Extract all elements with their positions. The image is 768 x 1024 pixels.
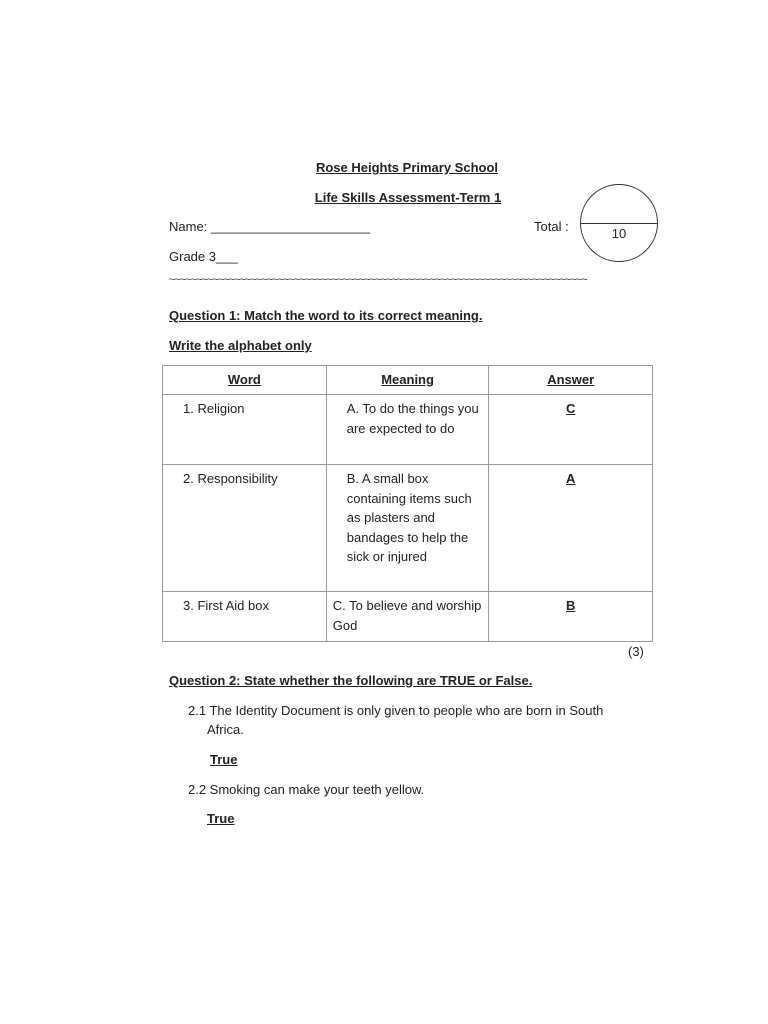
meaning-cell: A. To do the things you are expected to do	[326, 395, 489, 465]
table-row	[163, 592, 653, 642]
matching-table	[162, 365, 653, 642]
answer-2-1[interactable]: True	[210, 752, 238, 767]
table-row	[163, 465, 653, 592]
grade-field[interactable]: Grade 3___	[169, 249, 238, 264]
answer-2-2[interactable]: True	[207, 811, 235, 826]
meaning-cell: B. A small box containing items such as plasters and bandages to help the sick or injured	[326, 465, 489, 592]
total-score-value: 10	[611, 226, 627, 241]
question2-title: Question 2: State whether the following are TRUE or False.	[169, 673, 533, 688]
total-score-circle	[580, 184, 658, 262]
table-row	[163, 395, 653, 465]
question1-marks: (3)	[628, 644, 644, 659]
word-cell: 3. First Aid box	[163, 592, 327, 642]
answer-cell[interactable]: C	[489, 395, 653, 465]
statement-2-1: 2.1 The Identity Document is only given to people who are born in South	[188, 703, 604, 718]
column-header-meaning: Meaning	[326, 366, 489, 395]
circle-divider	[581, 223, 657, 224]
school-name: Rose Heights Primary School	[315, 160, 499, 175]
meaning-cell: C. To believe and worship God	[326, 592, 489, 642]
table-header-row	[163, 366, 653, 395]
total-label: Total :	[534, 219, 569, 234]
statement-2-1-continued: Africa.	[207, 722, 244, 737]
statement-2-2: 2.2 Smoking can make your teeth yellow.	[188, 782, 425, 797]
name-field[interactable]: Name: ______________________	[169, 219, 370, 234]
column-header-answer: Answer	[489, 366, 653, 395]
word-cell: 1. Religion	[163, 395, 327, 465]
assessment-title: Life Skills Assessment-Term 1	[314, 190, 502, 205]
answer-cell[interactable]: A	[489, 465, 653, 592]
question1-title: Question 1: Match the word to its correct meaning.	[169, 308, 483, 323]
divider-line: ~~~~~~~~~~~~~~~~~~~~~~~~~~~~~~~~~~~~~~~~~~~~~~~~~~~~~~~~~~~~~~~~~~~~~~~~~~~~~	[169, 274, 587, 286]
word-cell: 2. Responsibility	[163, 465, 327, 592]
answer-cell[interactable]: B	[489, 592, 653, 642]
question1-instruction: Write the alphabet only	[169, 338, 312, 353]
column-header-word: Word	[163, 366, 327, 395]
